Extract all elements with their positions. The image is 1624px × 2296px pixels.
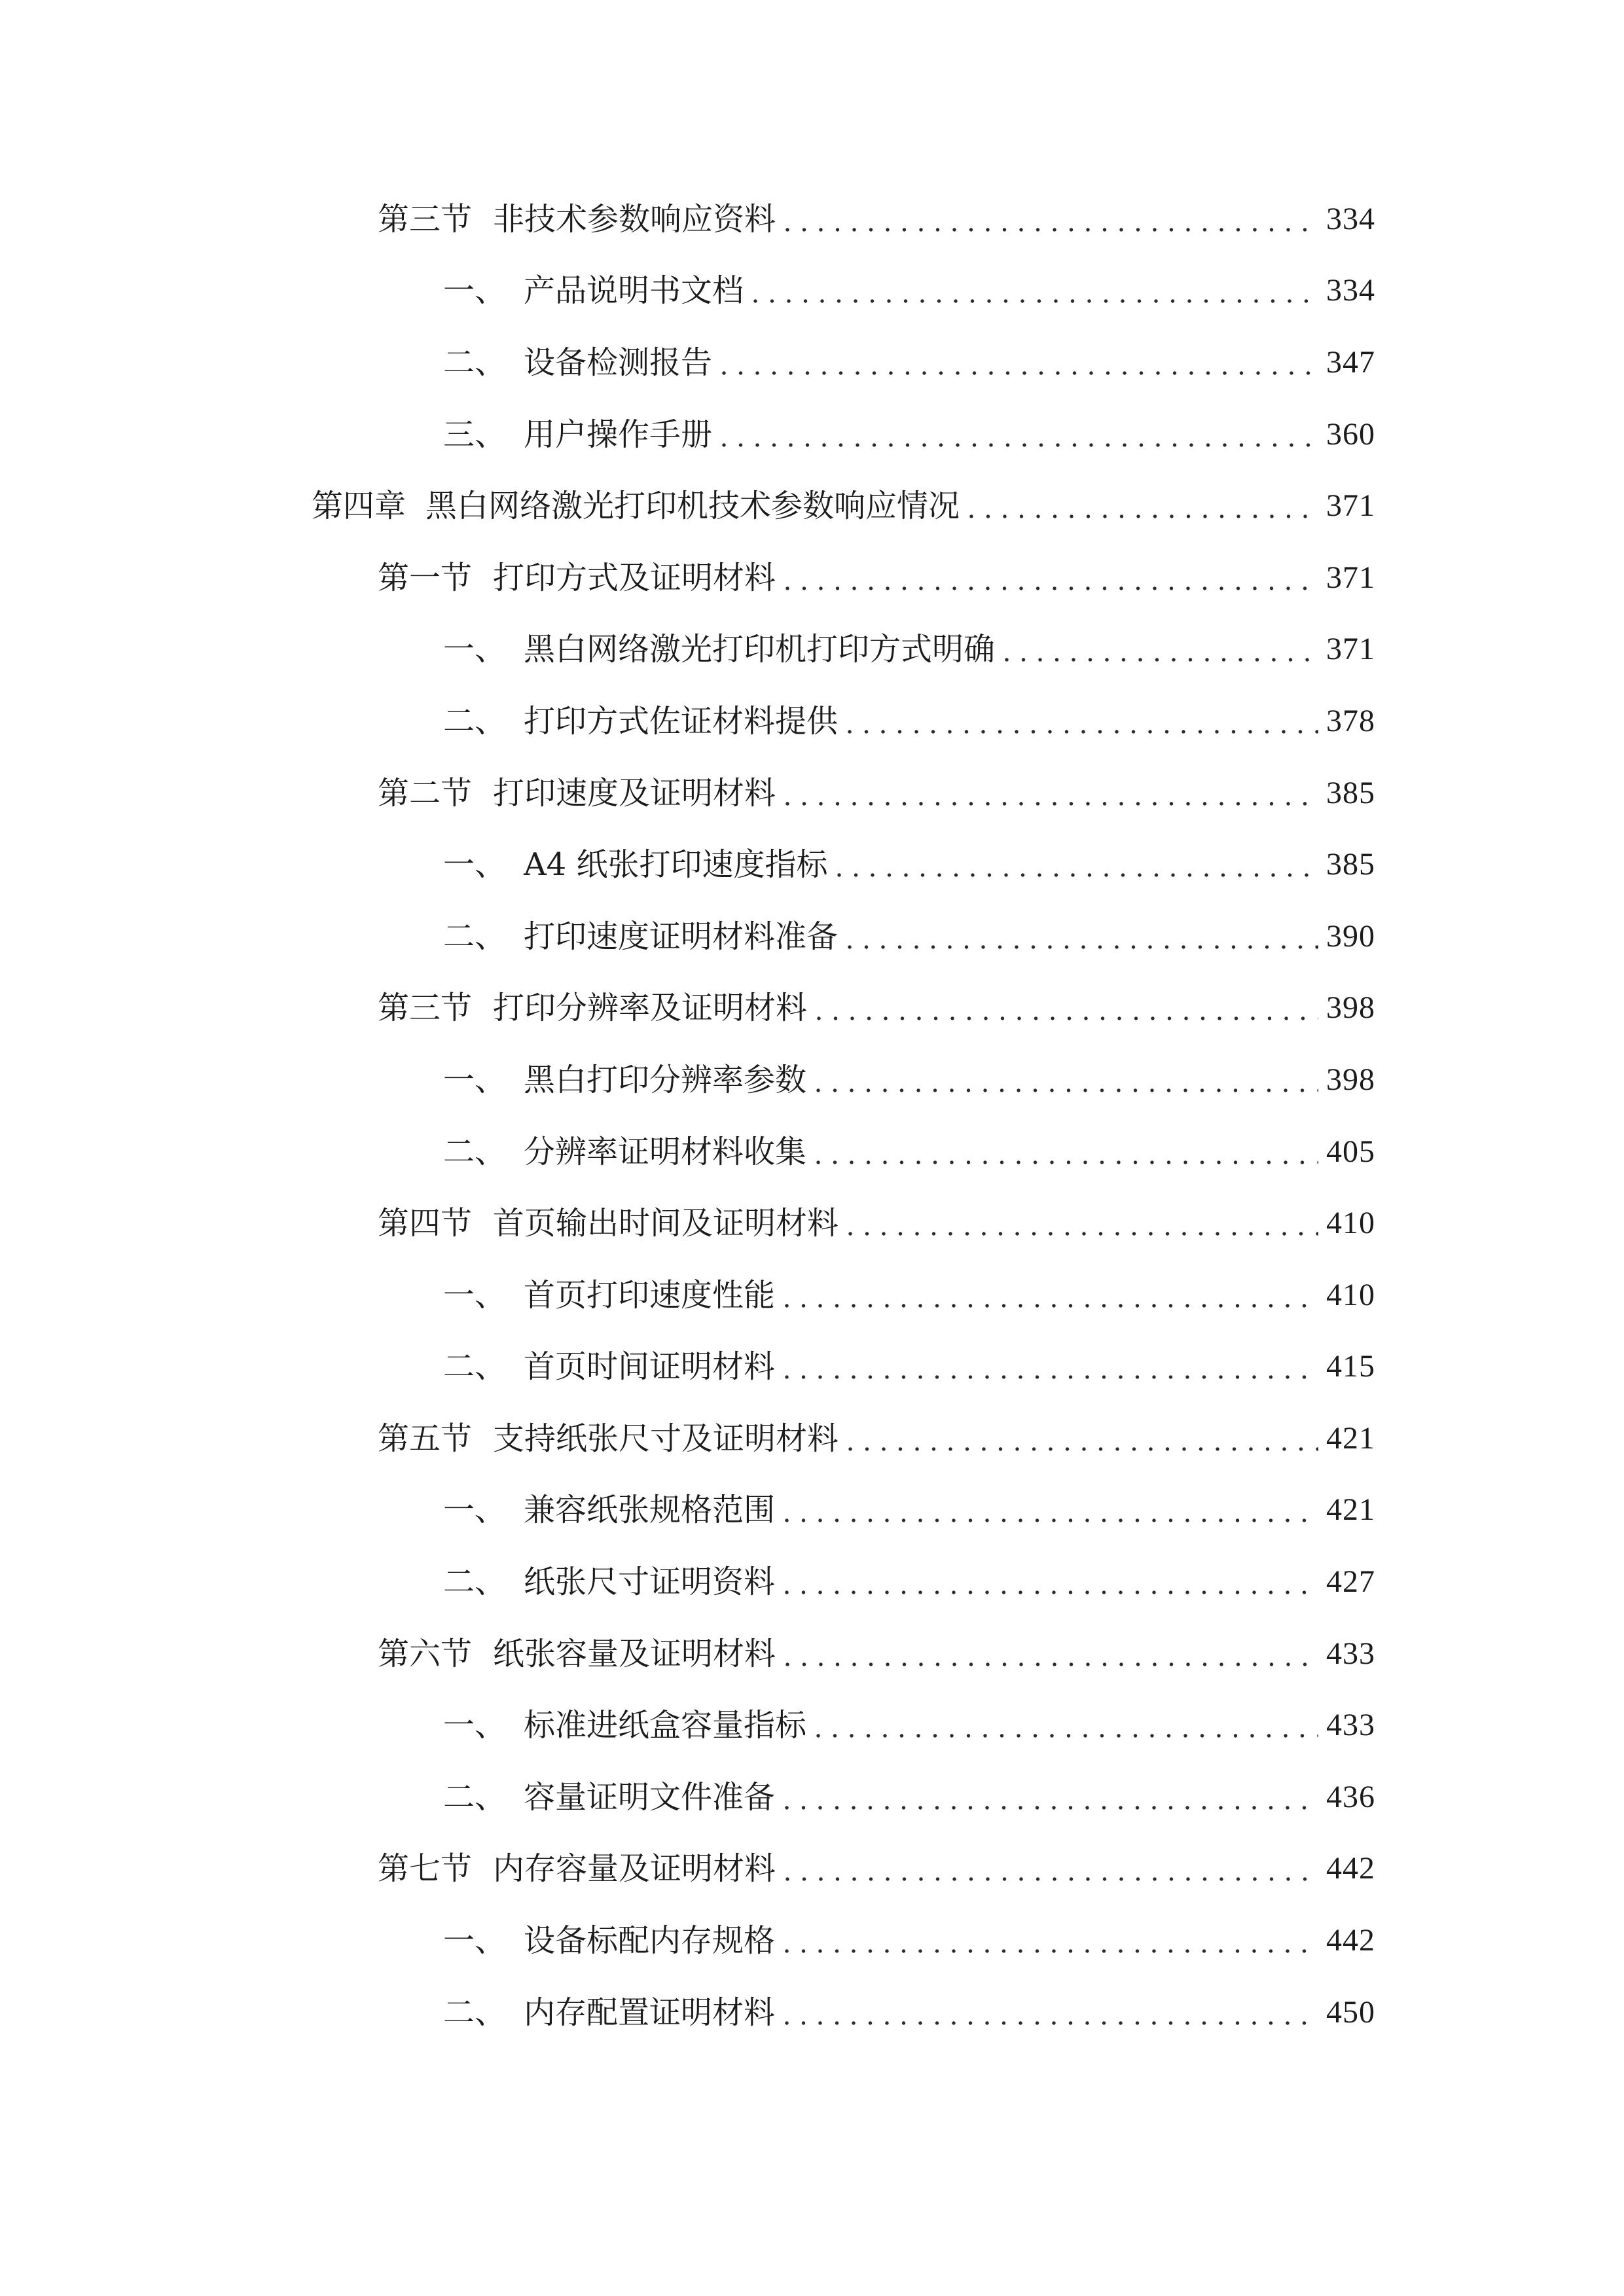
entry-label: 第二节	[378, 774, 473, 812]
dot-leader	[1004, 657, 1318, 662]
entry-page-number: 450	[1326, 1994, 1375, 2030]
entry-page-number: 421	[1326, 1492, 1375, 1528]
entry-title: 黑白打印分辨率参数	[524, 1061, 807, 1098]
entry-page-number: 371	[1326, 632, 1375, 667]
toc-subsection-entry	[0, 399, 1624, 471]
entry-page-number: 405	[1326, 1134, 1375, 1169]
entry-label: 二、	[443, 344, 507, 381]
toc-subsection-entry	[0, 1259, 1624, 1331]
entry-label: 第四节	[378, 1205, 473, 1242]
entry-label: 第六节	[378, 1635, 473, 1672]
toc-subsection-entry	[0, 1905, 1624, 1977]
toc-section-entry	[0, 183, 1624, 255]
entry-label: 第三节	[378, 990, 473, 1027]
toc-subsection-entry	[0, 1689, 1624, 1761]
entry-page-number: 398	[1326, 1062, 1375, 1097]
entry-label: 二、	[443, 1994, 507, 2031]
toc-subsection-entry	[0, 614, 1624, 686]
entry-page-number: 398	[1326, 990, 1375, 1026]
dot-leader	[784, 1303, 1318, 1308]
entry-title: 黑白网络激光打印机打印方式明确	[524, 631, 996, 668]
toc-subsection-entry	[0, 1977, 1624, 2049]
entry-page-number: 378	[1326, 703, 1375, 738]
entry-title: 内存配置证明材料	[524, 1994, 776, 2031]
entry-page-number: 433	[1326, 1636, 1375, 1671]
entry-page-number: 433	[1326, 1708, 1375, 1743]
entry-title: 容量证明文件准备	[524, 1778, 776, 1816]
dot-leader	[816, 1016, 1318, 1021]
entry-label: 二、	[443, 702, 507, 740]
entry-title: 黑白网络激光打印机技术参数响应情况	[425, 488, 960, 525]
dot-leader	[785, 586, 1318, 591]
dot-leader	[784, 1374, 1318, 1380]
toc-subsection-entry	[0, 829, 1624, 901]
entry-title: 产品说明书文档	[524, 272, 744, 310]
entry-title: 非技术参数响应资料	[493, 200, 776, 238]
toc-subsection-entry	[0, 1044, 1624, 1116]
toc-subsection-entry	[0, 901, 1624, 973]
entry-label: 二、	[443, 918, 507, 955]
toc-section-entry	[0, 973, 1624, 1045]
toc-subsection-entry	[0, 327, 1624, 399]
entry-page-number: 415	[1326, 1349, 1375, 1384]
entry-label: 第三节	[378, 200, 473, 238]
toc-section-entry	[0, 1618, 1624, 1690]
entry-label: 一、	[443, 846, 507, 884]
entry-page-number: 436	[1326, 1779, 1375, 1814]
entry-title: A4 纸张打印速度指标	[524, 846, 828, 884]
entry-title: 兼容纸张规格范围	[524, 1492, 776, 1529]
toc-subsection-entry	[0, 1116, 1624, 1188]
toc-subsection-entry	[0, 1761, 1624, 1833]
toc-section-entry	[0, 757, 1624, 829]
toc-section-entry	[0, 1403, 1624, 1475]
entry-label: 一、	[443, 1276, 507, 1314]
dot-leader	[847, 944, 1318, 950]
entry-page-number: 427	[1326, 1564, 1375, 1600]
entry-label: 一、	[443, 1922, 507, 1960]
entry-label: 三、	[443, 416, 507, 453]
dot-leader	[816, 1733, 1318, 1738]
entry-title: 纸张容量及证明材料	[493, 1635, 776, 1672]
table-of-contents	[0, 183, 1624, 2048]
entry-label: 一、	[443, 1492, 507, 1529]
entry-label: 一、	[443, 1707, 507, 1744]
dot-leader	[785, 227, 1318, 232]
dot-leader	[785, 1876, 1318, 1882]
toc-subsection-entry	[0, 685, 1624, 757]
entry-title: 标准进纸盒容量指标	[524, 1707, 807, 1744]
entry-page-number: 442	[1326, 1851, 1375, 1886]
entry-label: 第一节	[378, 559, 473, 596]
entry-page-number: 385	[1326, 775, 1375, 810]
toc-subsection-entry	[0, 1475, 1624, 1547]
entry-title: 打印速度及证明材料	[493, 774, 776, 812]
dot-leader	[848, 1231, 1318, 1236]
entry-page-number: 442	[1326, 1923, 1375, 1958]
dot-leader	[784, 1518, 1318, 1523]
entry-title: 设备标配内存规格	[524, 1922, 776, 1960]
entry-label: 一、	[443, 272, 507, 310]
entry-title: 用户操作手册	[524, 416, 713, 453]
dot-leader	[784, 1805, 1318, 1810]
dot-leader	[753, 298, 1318, 304]
entry-title: 首页打印速度性能	[524, 1276, 776, 1314]
dot-leader	[784, 2020, 1318, 2026]
dot-leader	[785, 1662, 1318, 1667]
toc-section-entry	[0, 1833, 1624, 1905]
entry-title: 打印分辨率及证明材料	[493, 990, 808, 1027]
entry-page-number: 371	[1326, 488, 1375, 524]
entry-label: 二、	[443, 1348, 507, 1386]
entry-title: 支持纸张尺寸及证明材料	[493, 1420, 839, 1457]
entry-label: 二、	[443, 1778, 507, 1816]
dot-leader	[816, 1160, 1318, 1165]
entry-title: 纸张尺寸证明资料	[524, 1564, 776, 1601]
dot-leader	[784, 1590, 1318, 1595]
entry-page-number: 410	[1326, 1206, 1375, 1241]
dot-leader	[816, 1088, 1318, 1093]
entry-label: 第四章	[312, 488, 406, 525]
entry-page-number: 347	[1326, 344, 1375, 380]
toc-section-entry	[0, 542, 1624, 614]
entry-title: 打印速度证明材料准备	[524, 918, 839, 955]
dot-leader	[837, 872, 1318, 878]
dot-leader	[721, 370, 1318, 376]
entry-label: 一、	[443, 631, 507, 668]
entry-label: 一、	[443, 1061, 507, 1098]
entry-label: 第七节	[378, 1850, 473, 1888]
entry-title: 打印方式佐证材料提供	[524, 702, 839, 740]
toc-subsection-entry	[0, 255, 1624, 327]
entry-page-number: 390	[1326, 918, 1375, 954]
toc-section-entry	[0, 1187, 1624, 1259]
entry-page-number: 385	[1326, 847, 1375, 882]
entry-title: 内存容量及证明材料	[493, 1850, 776, 1888]
dot-leader	[847, 729, 1318, 734]
entry-title: 打印方式及证明材料	[493, 559, 776, 596]
entry-page-number: 410	[1326, 1277, 1375, 1312]
toc-subsection-entry	[0, 1331, 1624, 1403]
dot-leader	[721, 442, 1318, 448]
entry-page-number: 371	[1326, 560, 1375, 595]
dot-leader	[784, 1948, 1318, 1954]
dot-leader	[848, 1446, 1318, 1452]
entry-label: 二、	[443, 1133, 507, 1170]
entry-page-number: 334	[1326, 273, 1375, 308]
entry-title: 首页时间证明材料	[524, 1348, 776, 1386]
entry-label: 二、	[443, 1564, 507, 1601]
toc-chapter-entry	[0, 470, 1624, 542]
entry-title: 分辨率证明材料收集	[524, 1133, 807, 1170]
entry-page-number: 334	[1326, 201, 1375, 236]
dot-leader	[785, 801, 1318, 806]
entry-title: 设备检测报告	[524, 344, 713, 381]
toc-subsection-entry	[0, 1546, 1624, 1618]
entry-page-number: 421	[1326, 1420, 1375, 1456]
entry-page-number: 360	[1326, 416, 1375, 452]
entry-title: 首页输出时间及证明材料	[493, 1205, 839, 1242]
dot-leader	[969, 514, 1318, 519]
entry-label: 第五节	[378, 1420, 473, 1457]
